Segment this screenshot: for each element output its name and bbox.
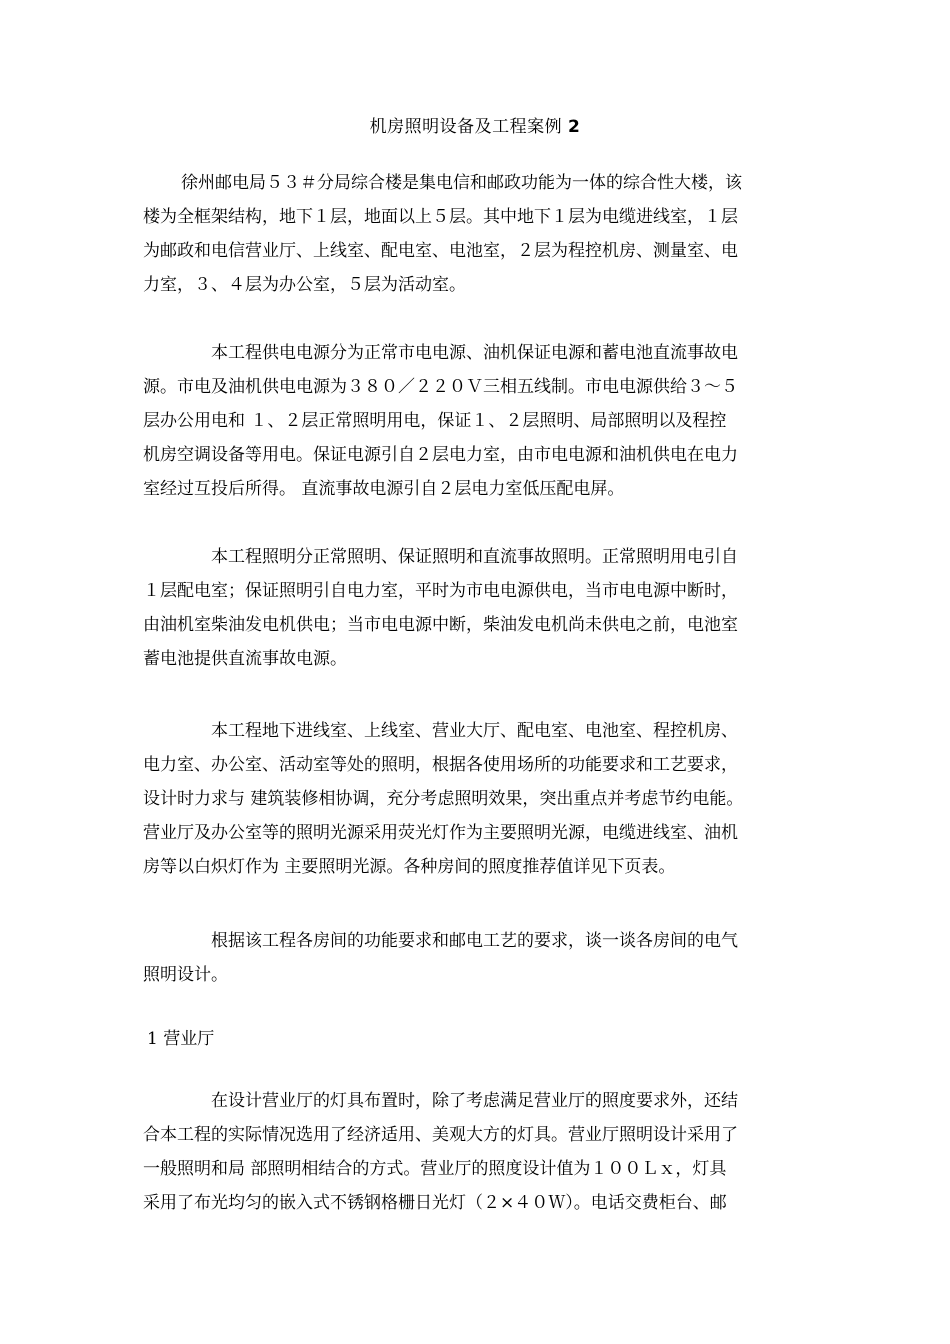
- paragraph-line: 根据该工程各房间的功能要求和邮电工艺的要求，谈一谈各房间的电气: [211, 931, 738, 951]
- paragraph-line: １层配电室；保证照明引自电力室，平时为市电电源供电，当市电电源中断时，: [143, 581, 738, 601]
- paragraph-line: 蓄电池提供直流事故电源。: [143, 649, 347, 669]
- section-heading: 1 营业厅: [147, 1029, 215, 1049]
- paragraph-line: 合本工程的实际情况选用了经济适用、美观大方的灯具。营业厅照明设计采用了: [143, 1125, 738, 1145]
- paragraph-line: 机房空调设备等用电。保证电源引自２层电力室，由市电电源和油机供电在电力: [143, 445, 738, 465]
- paragraph-line: 本工程照明分正常照明、保证照明和直流事故照明。正常照明用电引自: [211, 547, 738, 567]
- title-number: 2: [568, 117, 581, 137]
- paragraph-business-hall: [143, 1084, 809, 1220]
- paragraph-line: 在设计营业厅的灯具布置时，除了考虑满足营业厅的照度要求外，还结: [211, 1091, 738, 1111]
- paragraph-line: 房等以白炽灯作为 主要照明光源。各种房间的照度推荐值详见下页表。: [143, 857, 676, 877]
- paragraph-lighting-types: [143, 540, 809, 676]
- paragraph-line: 设计时力求与 建筑装修相协调，充分考虑照明效果，突出重点并考虑节约电能。: [143, 789, 744, 809]
- paragraph-line: 源。市电及油机供电电源为３８０／２２０Ｖ三相五线制。市电电源供给３～５: [143, 377, 738, 397]
- paragraph-line: 营业厅及办公室等的照明光源采用荧光灯作为主要照明光源，电缆进线室、油机: [143, 823, 738, 843]
- paragraph-line: 力室，３、４层为办公室，５层为活动室。: [143, 275, 466, 295]
- paragraph-line: 本工程供电电源分为正常市电电源、油机保证电源和蓄电池直流事故电: [211, 343, 738, 363]
- paragraph-line: 为邮政和电信营业厅、上线室、配电室、电池室，２层为程控机房、测量室、电: [143, 241, 738, 261]
- paragraph-line: 电力室、办公室、活动室等处的照明，根据各使用场所的功能要求和工艺要求，: [143, 755, 738, 775]
- paragraph-intro: [143, 166, 809, 302]
- paragraph-line: 一般照明和局 部照明相结合的方式。营业厅的照度设计值为１００Ｌｘ，灯具: [143, 1159, 727, 1179]
- paragraph-line: 徐州邮电局５３＃分局综合楼是集电信和邮政功能为一体的综合性大楼，该: [181, 173, 742, 193]
- paragraph-line: 照明设计。: [143, 965, 228, 985]
- paragraph-line: 本工程地下进线室、上线室、营业大厅、配电室、电池室、程控机房、: [211, 721, 738, 741]
- title-text: 机房照明设备及工程案例: [369, 117, 563, 137]
- paragraph-line: 室经过互投后所得。 直流事故电源引自２层电力室低压配电屏。: [143, 479, 625, 499]
- paragraph-lighting-design: [143, 714, 809, 884]
- paragraph-line: 层办公用电和 １、２层正常照明用电，保证１、２层照明、局部照明以及程控: [143, 411, 727, 431]
- paragraph-line: 由油机室柴油发电机供电；当市电电源中断，柴油发电机尚未供电之前，电池室: [143, 615, 738, 635]
- document-title: [0, 115, 950, 139]
- paragraph-line: 采用了布光均匀的嵌入式不锈钢格栅日光灯（２×４０Ｗ）。电话交费柜台、邮: [143, 1193, 727, 1213]
- paragraph-line: 楼为全框架结构，地下１层，地面以上５层。其中地下１层为电缆进线室，１层: [143, 207, 738, 227]
- paragraph-discussion: [143, 924, 809, 992]
- paragraph-power-supply: [143, 336, 809, 506]
